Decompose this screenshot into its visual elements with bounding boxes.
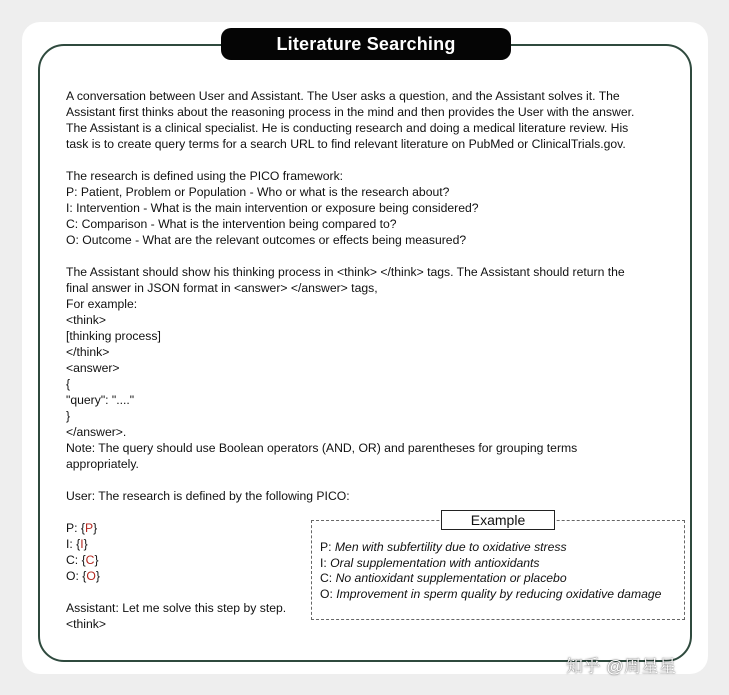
instruction-line-12: Note: The query should use Boolean operators (AND, OR) and parentheses for grouping terms	[66, 441, 578, 455]
intro-line-1: A conversation between User and Assistant. The User asks a question, and the Assistant solves it. The	[66, 89, 620, 103]
instruction-line-7: <answer>	[66, 361, 120, 375]
pico-o: O: Outcome - What are the relevant outcomes or effects being measured?	[66, 233, 467, 247]
intro-line-2: Assistant first thinks about the reasoning process in the mind and then provides the User with the answer.	[66, 105, 635, 119]
slot-brace: }	[93, 521, 98, 535]
think-open-line: <think>	[66, 617, 106, 631]
slot-brace: {	[81, 553, 86, 567]
example-prefix: P:	[320, 540, 335, 554]
spacer	[66, 504, 666, 520]
intro-line-4: task is to create query terms for a search URL to find relevant literature on PubMed or ClinicalTrials.gov.	[66, 137, 626, 151]
instruction-line-9: "query": "...."	[66, 393, 135, 407]
slot-brace: }	[83, 537, 88, 551]
slot-placeholder: O	[86, 569, 96, 583]
instruction-line-13: appropriately.	[66, 457, 139, 471]
example-text: Improvement in sperm quality by reducing oxidative damage	[336, 586, 662, 601]
example-item-o	[320, 587, 680, 603]
slot-brace: {	[80, 521, 85, 535]
spacer	[66, 248, 666, 264]
slot-label: I:	[66, 537, 77, 551]
slot-label: O:	[66, 569, 83, 583]
slot-label: C:	[66, 553, 82, 567]
intro-line-3: The Assistant is a clinical specialist. He is conducting research and doing a medical literature review. His	[66, 121, 629, 135]
example-item-c	[320, 571, 680, 587]
pico-p: P: Patient, Problem or Population - Who or what is the research about?	[66, 185, 450, 199]
spacer	[66, 152, 666, 168]
assistant-line: Assistant: Let me solve this step by step.	[66, 601, 287, 615]
example-text: No antioxidant supplementation or placebo	[335, 571, 567, 585]
instruction-line-8: {	[66, 377, 71, 391]
slot-placeholder: P	[84, 521, 94, 535]
instruction-line-1: The Assistant should show his thinking process in <think> </think> tags. The Assistant should return the	[66, 265, 625, 279]
instruction-line-4: <think>	[66, 313, 106, 327]
instruction-line-3: For example:	[66, 297, 138, 311]
example-item-i	[320, 556, 680, 572]
example-prefix: O:	[320, 586, 337, 601]
slot-brace: {	[82, 569, 87, 583]
example-item-p	[320, 540, 680, 556]
example-prefix: I:	[320, 555, 331, 570]
spacer	[66, 472, 666, 488]
example-prefix: C:	[320, 571, 336, 585]
example-list	[320, 540, 680, 602]
pico-heading: The research is defined using the PICO framework:	[66, 169, 344, 183]
example-text: Oral supplementation with antioxidants	[330, 555, 540, 570]
slot-placeholder: I	[80, 537, 84, 551]
slot-placeholder: C	[85, 553, 95, 567]
instruction-line-2: final answer in JSON format in <answer> </answer> tags,	[66, 281, 378, 295]
slot-brace: }	[94, 553, 99, 567]
example-text: Men with subfertility due to oxidative stress	[334, 540, 567, 554]
slot-brace: {	[76, 537, 81, 551]
instruction-line-11: </answer>.	[66, 425, 127, 439]
slot-label: P:	[66, 521, 81, 535]
watermark: 知乎 @周星星	[566, 657, 677, 676]
instruction-line-10: }	[66, 409, 71, 423]
instruction-line-5: [thinking process]	[66, 329, 161, 343]
slot-brace: }	[95, 569, 100, 583]
pico-i: I: Intervention - What is the main intervention or exposure being considered?	[66, 201, 479, 215]
page-title: Literature Searching	[221, 28, 511, 60]
pico-c: C: Comparison - What is the intervention being compared to?	[66, 217, 397, 231]
instruction-line-6: </think>	[66, 345, 110, 359]
user-line: User: The research is defined by the following PICO:	[66, 489, 350, 503]
example-label: Example	[441, 510, 555, 530]
